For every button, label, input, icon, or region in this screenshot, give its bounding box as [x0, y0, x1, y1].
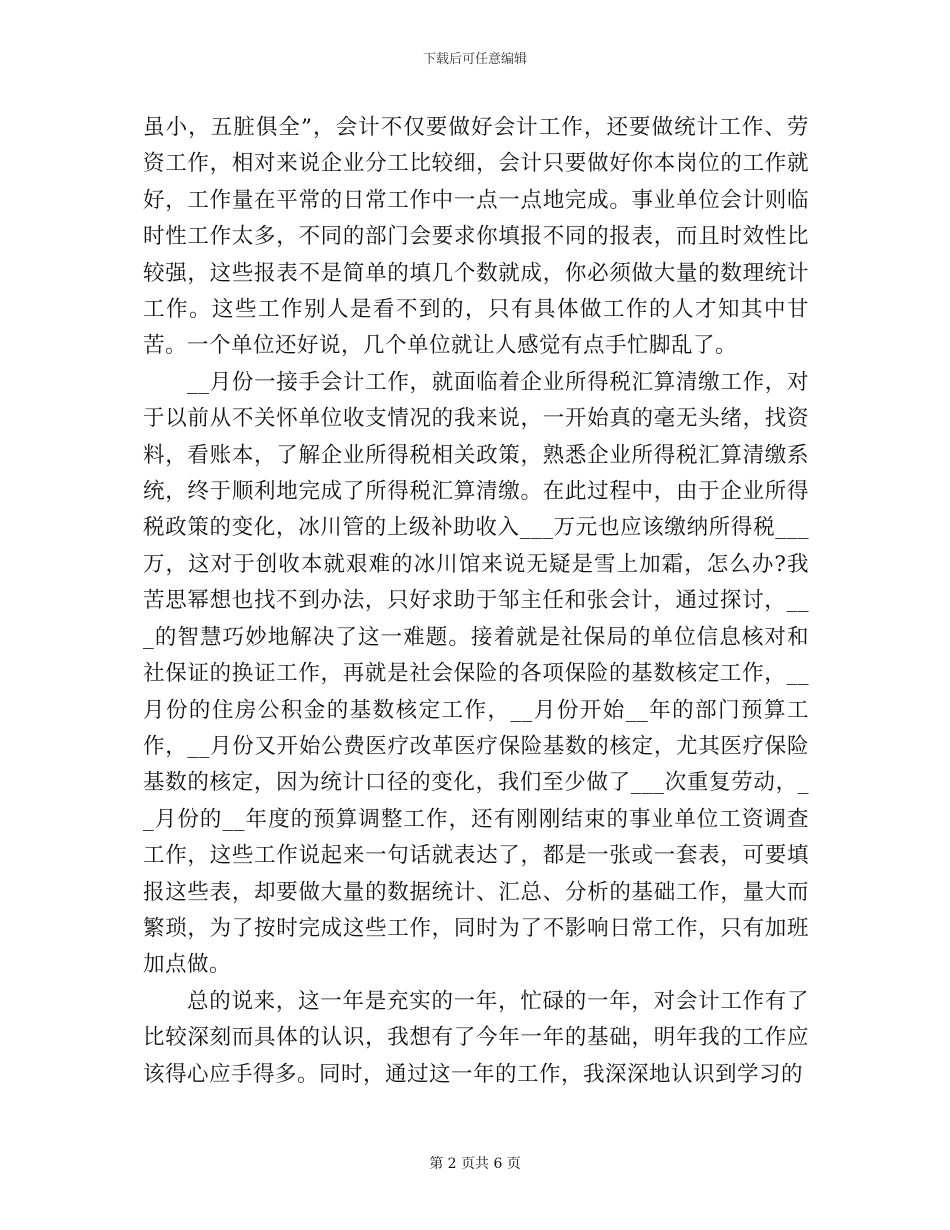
- paragraph-summary: 总的说来，这一年是充实的一年，忙碌的一年，对会计工作有了比较深刻而具体的认识，我想有了今年一年的基础，明年我的工作应该得心应手得多。同时，通过这一年的工作，我深深地认识到学习的: [143, 988, 809, 1087]
- page-number-label: 第 2 页共 6 页: [429, 1156, 521, 1172]
- page-footer: [0, 1155, 950, 1173]
- header-note: 下载后可任意编辑: [422, 52, 527, 67]
- paragraph-continued: 虽小，五脏俱全”，会计不仅要做好会计工作，还要做统计工作、劳资工作，相对来说企业分工比较细，会计只要做好你本岗位的工作就好，工作量在平常的日常工作中一点一点地完成。事业单位会计则临时性工作太多，不同的部门会要求你填报不同的报表，而且时效性比较强，这些报表不是简单的填几个数就成，你必须做大量的数理统计工作。这些工作别人是看不到的，只有具体做工作的人才知其中甘苦。一个单位还好说，几个单位就让人感觉有点手忙脚乱了。: [143, 115, 809, 359]
- paragraph-accounting-work: __月份一接手会计工作，就面临着企业所得税汇算清缴工作，对于以前从不关怀单位收支情况的我来说，一开始真的毫无头绪，找资料，看账本，了解企业所得税相关政策，熟悉企业所得税汇算清缴系统，终于顺利地完成了所得税汇算清缴。在此过程中，由于企业所得税政策的变化，冰川管的上级补助收入___万元也应该缴纳所得税___万，这对于创收本就艰难的冰川馆来说无疑是雪上加霜，怎么办?我苦思幂想也找不到办法，只好求助于邹主任和张会计，通过探讨，___的智慧巧妙地解决了这一难题。接着就是社保局的单位信息核对和社保证的换证工作，再就是社会保险的各项保险的基数核定工作，__月份的住房公积金的基数核定工作，__月份开始__年的部门预算工作，__月份又开始公费医疗改革医疗保险基数的核定，尤其医疗保险基数的核定，因为统计口径的变化，我们至少做了___次重复劳动，__月份的__年度的预算调整工作，还有刚刚结束的事业单位工资调查工作，这些工作说起来一句话就表达了，都是一张或一套表，可要填报这些表，却要做大量的数据统计、汇总、分析的基础工作，量大而繁琐，为了按时完成这些工作，同时为了不影响日常工作，只有加班加点做。: [143, 369, 809, 978]
- page-header: [0, 52, 950, 68]
- document-body: [143, 110, 809, 1093]
